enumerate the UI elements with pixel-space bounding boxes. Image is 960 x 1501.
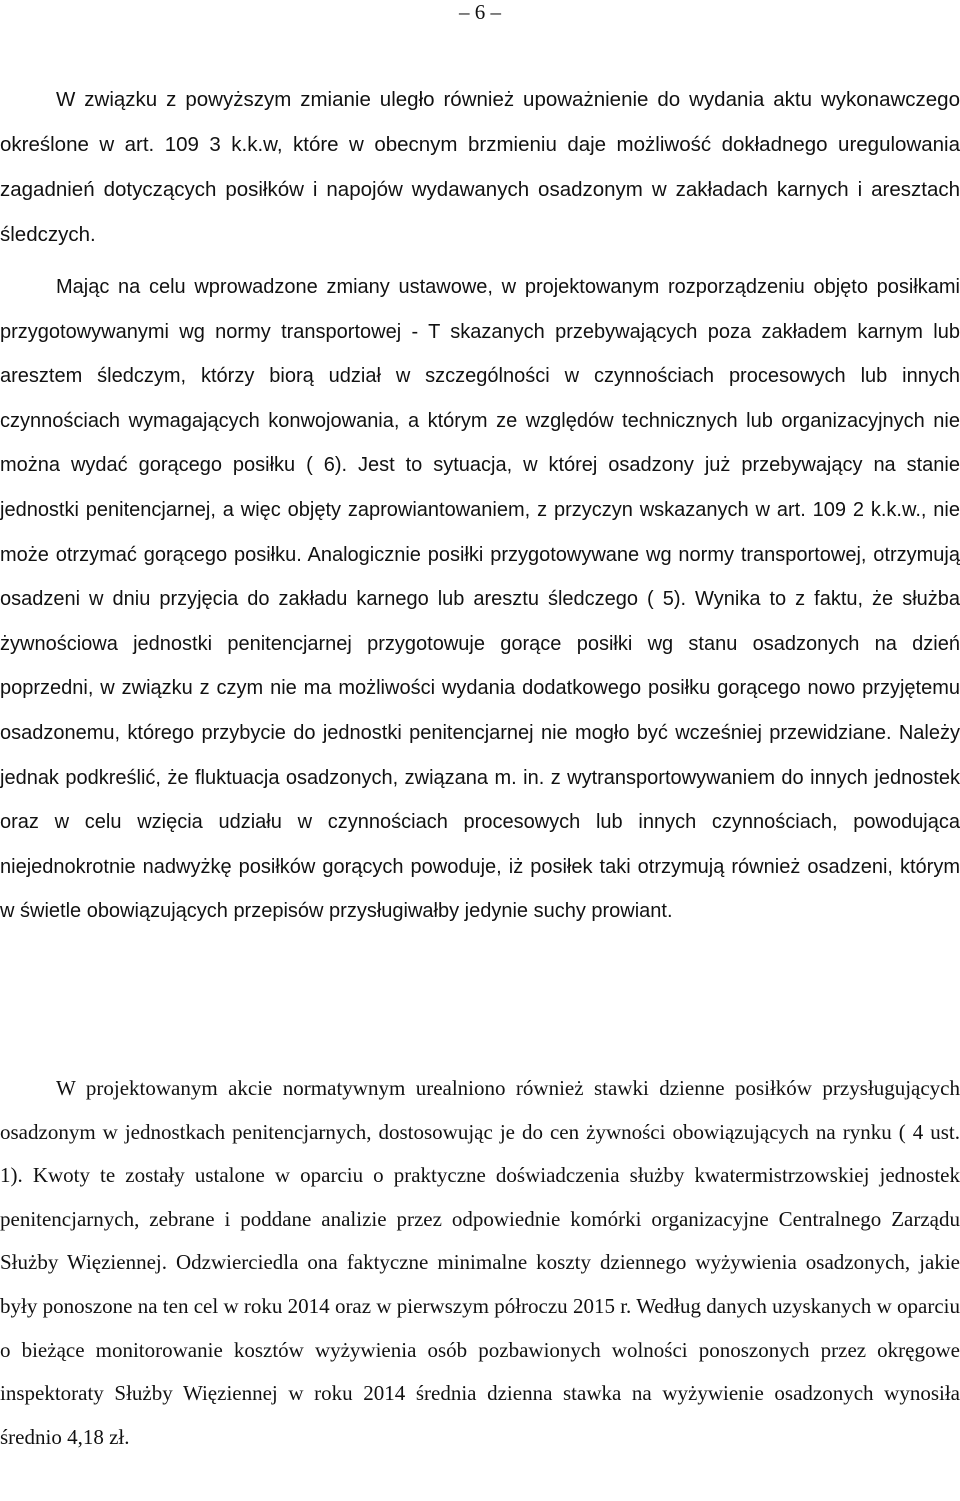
- paragraph-1: W związku z powyższym zmianie uległo również upoważnienie do wydania aktu wykonawczego określone w art. 109 3 k.k.w, które w obecnym brzmieniu daje możliwość dokładnego uregulowania zagadnień dotyczących posiłków i napojów wydawanych osadzonym w zakładach karnych i aresztach śledczych.: [0, 88, 960, 246]
- paragraph-3: W projektowanym akcie normatywnym urealniono również stawki dzienne posiłków przysługujących osadzonym w jednostkach penitencjarnych, dostosowując je do cen żywności obowiązujących na rynku ( 4 ust. 1). Kwoty te zostały ustalone w oparciu o praktyczne doświadczenia służby kwatermistrzowskiej jednostek penitencjarnych, zebrane i poddane analizie przez odpowiednie komórki organizacyjne Centralnego Zarządu Służby Więziennej. Odzwierciedla ona faktyczne minimalne koszty dziennego wyżywienia osadzonych, jakie były ponoszone na ten cel w roku 2014 oraz w pierwszym półroczu 2015 r. Według danych uzyskanych w oparciu o bieżące monitorowanie kosztów wyżywienia osób pozbawionych wolności ponoszonych przez okręgowe inspektoraty Służby Więziennej w roku 2014 średnia dzienna stawka na wyżywienie osadzonych wynosiła średnio 4,18 zł.: [0, 1076, 960, 1449]
- page-number: – 6 –: [459, 0, 501, 24]
- paragraph-2: Mając na celu wprowadzone zmiany ustawowe, w projektowanym rozporządzeniu objęto posiłkami przygotowywanymi wg normy transportowej - T skazanych przebywających poza zakładem karnym lub aresztem śledczym, którzy biorą udział w szczególności w czynnościach procesowych lub innych czynnościach wymagających konwojowania, a którym ze względów technicznych lub organizacyjnych nie można wydać gorącego posiłku ( 6). Jest to sytuacja, w której osadzony już przebywający na stanie jednostki penitencjarnej, a więc objęty zaprowiantowaniem, z przyczyn wskazanych w art. 109 2 k.k.w., nie może otrzymać gorącego posiłku. Analogicznie posiłki przygotowywane wg normy transportowej, otrzymują osadzeni w dniu przyjęcia do zakładu karnego lub aresztu śledczego ( 5). Wynika to z faktu, że służba żywnościowa jednostki penitencjarnej przygotowuje gorące posiłki wg stanu osadzonych na dzień poprzedni, w związku z czym nie ma możliwości wydania dodatkowego posiłku gorącego nowo przyjętemu osadzonemu, którego przybycie do jednostki penitencjarnej nie mogło być wcześniej przewidziane. Należy jednak podkreślić, że fluktuacja osadzonych, związana m. in. z wytransportowywaniem do innych jednostek oraz w celu wzięcia udziału w czynnościach procesowych lub innych czynnościach, powodująca niejednokrotnie nadwyżkę posiłków gorących powoduje, iż posiłek taki otrzymują również osadzeni, którym w świetle obowiązujących przepisów przysługiwałby jedynie suchy prowiant.: [0, 276, 960, 923]
